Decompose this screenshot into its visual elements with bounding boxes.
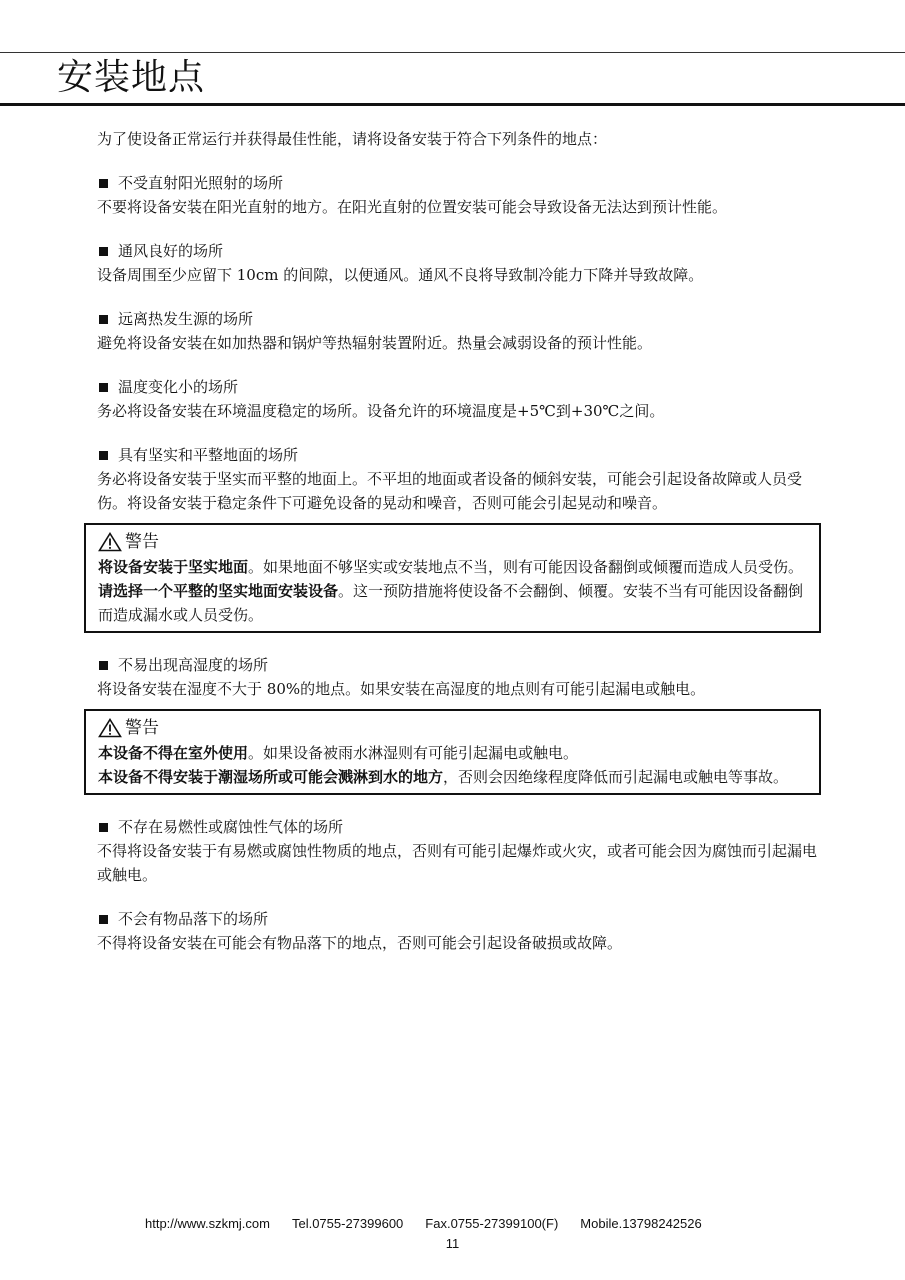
square-bullet-icon	[99, 915, 108, 924]
section-body: 不要将设备安装在阳光直射的地方。在阳光直射的位置安装可能会导致设备无法达到预计性能。	[97, 198, 728, 216]
section-floor	[97, 443, 822, 515]
warning-emphasis: 本设备不得安装于潮湿场所或可能会溅淋到水的地方	[98, 768, 444, 786]
section-temperature	[97, 375, 822, 423]
warning-paragraph: 本设备不得安装于潮湿场所或可能会溅淋到水的地方，否则会因绝缘程度降低而引起漏电或触电等事故。	[98, 768, 789, 786]
warning-emphasis: 本设备不得在室外使用	[98, 744, 249, 762]
square-bullet-icon	[99, 383, 108, 392]
footer-website[interactable]: http://www.szkmj.com	[145, 1216, 270, 1231]
section-ventilation	[97, 239, 822, 287]
section-heading: 不受直射阳光照射的场所	[118, 174, 284, 192]
section-body: 务必将设备安装在环境温度稳定的场所。设备允许的环境温度是+5℃到+30℃之间。	[97, 402, 665, 420]
page-title: 安装地点	[57, 57, 206, 98]
section-humidity	[97, 653, 822, 701]
square-bullet-icon	[99, 823, 108, 832]
top-rule	[0, 52, 905, 53]
warning-title: 警告	[125, 718, 159, 738]
section-heading: 不存在易燃性或腐蚀性气体的场所	[118, 818, 344, 836]
section-body: 将设备安装在湿度不大于 80%的地点。如果安装在高湿度的地点则有可能引起漏电或触电。	[97, 680, 706, 698]
square-bullet-icon	[99, 451, 108, 460]
warning-triangle-icon	[98, 532, 122, 552]
section-sunlight	[97, 171, 822, 219]
section-heading: 不易出现高湿度的场所	[118, 656, 269, 674]
warning-emphasis: 请选择一个平整的坚实地面安装设备	[98, 582, 339, 600]
warning-paragraph: 将设备安装于坚实地面。如果地面不够坚实或安装地点不当，则有可能因设备翻倒或倾覆而造成人员受伤。	[98, 558, 804, 576]
section-heading: 温度变化小的场所	[118, 378, 239, 396]
footer-mobile: Mobile.13798242526	[580, 1216, 702, 1231]
section-body: 避免将设备安装在如加热器和锅炉等热辐射装置附近。热量会减弱设备的预计性能。	[97, 334, 653, 352]
warning-box-moisture	[84, 709, 821, 795]
warning-triangle-icon	[98, 718, 122, 738]
section-heading: 远离热发生源的场所	[118, 310, 254, 328]
page-number: 11	[445, 1236, 460, 1251]
square-bullet-icon	[99, 247, 108, 256]
warning-box-floor	[84, 523, 821, 633]
section-falling-objects	[97, 907, 822, 955]
footer-fax: Fax.0755-27399100(F)	[425, 1216, 559, 1231]
square-bullet-icon	[99, 661, 108, 670]
section-body: 设备周围至少应留下 10cm 的间隙，以便通风。通风不良将导致制冷能力下降并导致故障。	[97, 266, 704, 284]
section-body: 不得将设备安装于有易燃或腐蚀性物质的地点，否则有可能引起爆炸或火灾，或者可能会因为腐蚀而引起漏电或触电。	[97, 842, 818, 884]
warning-emphasis: 将设备安装于坚实地面	[98, 558, 249, 576]
footer-tel: Tel.0755-27399600	[291, 1216, 404, 1231]
section-flammable-gas	[97, 815, 822, 887]
warning-title: 警告	[125, 532, 159, 552]
title-rule	[0, 103, 905, 106]
footer-contact	[145, 1215, 825, 1233]
section-heading: 通风良好的场所	[118, 242, 224, 260]
section-heading: 不会有物品落下的场所	[118, 910, 269, 928]
section-heat-source	[97, 307, 822, 355]
content	[97, 122, 822, 955]
section-heading: 具有坚实和平整地面的场所	[118, 446, 299, 464]
intro-text: 为了使设备正常运行并获得最佳性能，请将设备安装于符合下列条件的地点：	[97, 130, 608, 148]
square-bullet-icon	[99, 179, 108, 188]
section-body: 不得将设备安装在可能会有物品落下的地点，否则可能会引起设备破损或故障。	[97, 934, 623, 952]
warning-paragraph: 本设备不得在室外使用。如果设备被雨水淋湿则有可能引起漏电或触电。	[98, 744, 579, 762]
warning-paragraph: 请选择一个平整的坚实地面安装设备。这一预防措施将使设备不会翻倒、倾覆。安装不当有可能因设备翻倒而造成漏水或人员受伤。	[98, 582, 804, 624]
square-bullet-icon	[99, 315, 108, 324]
section-body: 务必将设备安装于坚实而平整的地面上。不平坦的地面或者设备的倾斜安装，可能会引起设备故障或人员受伤。将设备安装于稳定条件下可避免设备的晃动和噪音，否则可能会引起晃动和噪音。	[97, 470, 803, 512]
